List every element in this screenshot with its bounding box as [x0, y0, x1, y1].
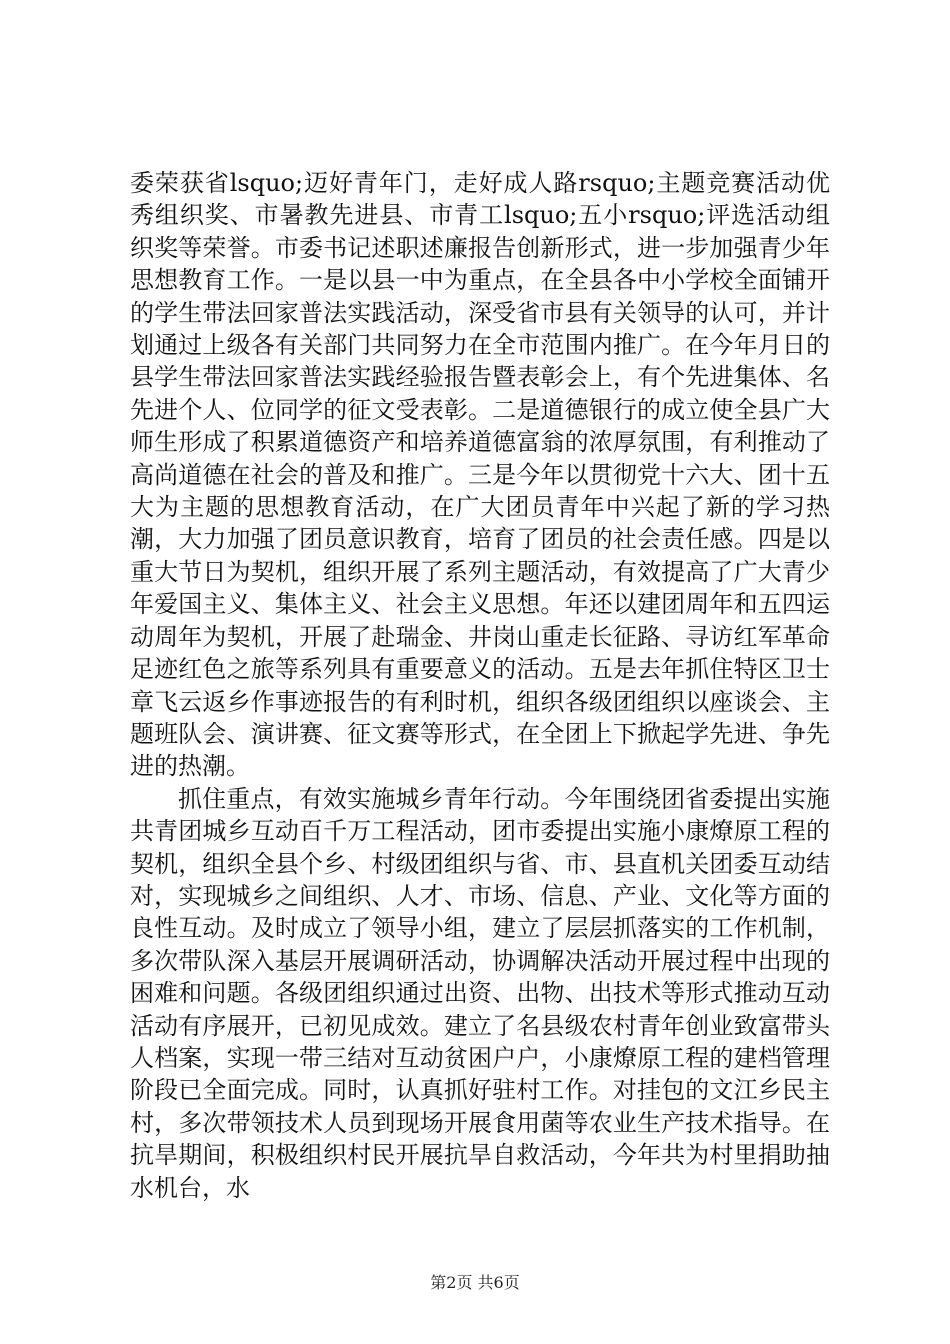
page-number-label: 第2页 共6页	[430, 1273, 520, 1292]
page-footer	[0, 1273, 950, 1293]
paragraph-2: 抓住重点，有效实施城乡青年行动。今年围绕团省委提出实施共青团城乡互动百千万工程活动，团市委提出实施小康燎原工程的契机，组织全县个乡、村级团组织与省、市、县直机关团委互动结对，实现城乡之间组织、人才、市场、信息、产业、文化等方面的良性互动。及时成立了领导小组，建立了层层抓落实的工作机制，多次带队深入基层开展调研活动，协调解决活动开展过程中出现的困难和问题。各级团组织通过出资、出物、出技术等形式推动互动活动有序展开，已初见成效。建立了名县级农村青年创业致富带头人档案，实现一带三结对互动贫困户户，小康燎原工程的建档管理阶段已全面完成。同时，认真抓好驻村工作。对挂包的文江乡民主村，多次带领技术人员到现场开展食用菌等农业生产技术指导。在抗旱期间，积极组织村民开展抗旱自救活动，今年共为村里捐助抽水机台，水	[130, 784, 830, 1202]
body-text	[130, 167, 830, 1204]
paragraph-1: 委荣获省lsquo;迈好青年门，走好成人路rsquo;主题竞赛活动优秀组织奖、市暑教先进县、市青工lsquo;五小rsquo;评选活动组织奖等荣誉。市委书记述职述廉报告创新形式，进一步加强青少年思想教育工作。一是以县一中为重点，在全县各中小学校全面铺开的学生带法回家普法实践活动，深受省市县有关领导的认可，并计划通过上级各有关部门共同努力在全市范围内推广。在今年月日的县学生带法回家普法实践经验报告暨表彰会上，有个先进集体、名先进个人、位同学的征文受表彰。二是道德银行的成立使全县广大师生形成了积累道德资产和培养道德富翁的浓厚氛围，有利推动了高尚道德在社会的普及和推广。三是今年以贯彻党十六大、团十五大为主题的思想教育活动，在广大团员青年中兴起了新的学习热潮，大力加强了团员意识教育，培育了团员的社会责任感。四是以重大节日为契机，组织开展了系列主题活动，有效提高了广大青少年爱国主义、集体主义、社会主义思想。年还以建团周年和五四运动周年为契机，开展了赴瑞金、井岗山重走长征路、寻访红军革命足迹红色之旅等系列具有重要意义的活动。五是去年抓住特区卫士章飞云返乡作事迹报告的有利时机，组织各级团组织以座谈会、主题班队会、演讲赛、征文赛等形式，在全团上下掀起学先进、争先进的热潮。	[130, 169, 830, 781]
